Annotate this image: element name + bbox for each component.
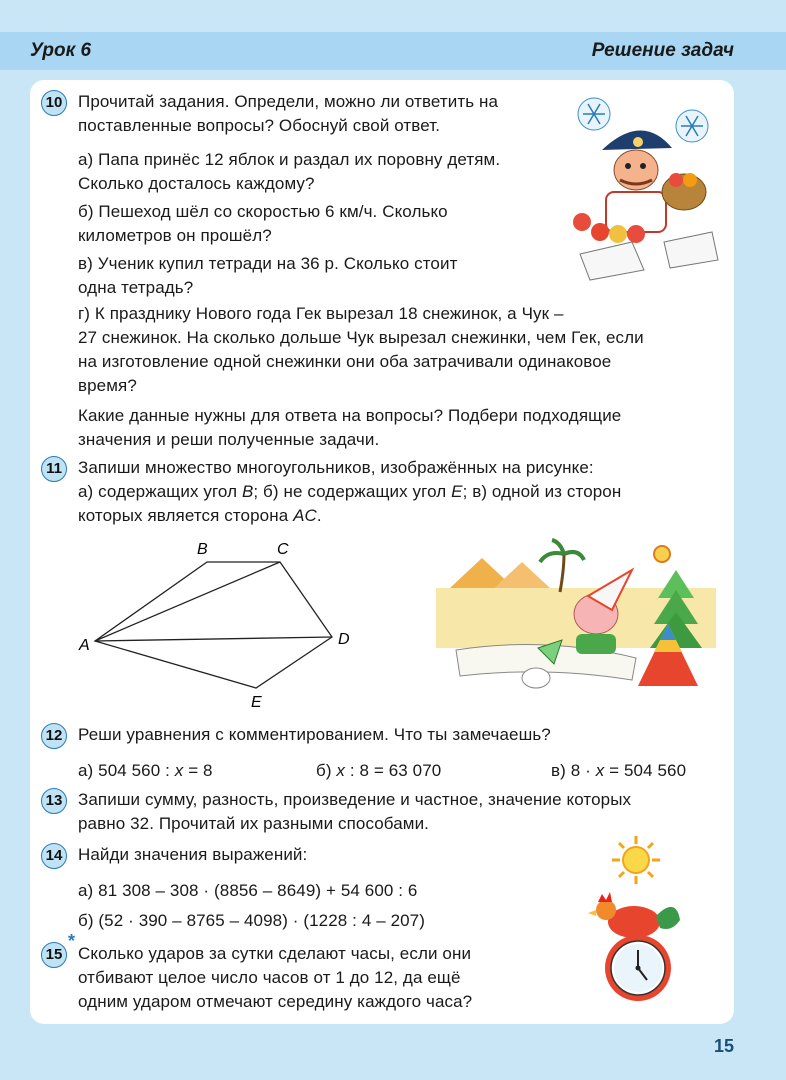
task-10-intro-1: Прочитай задания. Определи, можно ли ответить на [78, 92, 499, 111]
point-b-label: B [197, 541, 208, 558]
task-10-question-1: Какие данные нужны для ответа на вопросы? Подбери подходящие [78, 406, 622, 425]
boy-drawing-illustration [436, 540, 726, 700]
task-15-number: 15 [41, 942, 67, 968]
task-12-text: Реши уравнения с комментированием. Что ты замечаешь? [78, 725, 551, 744]
task-15-line-3: одним ударом отмечают середину каждого часа? [78, 992, 473, 1011]
task-14-number: 14 [41, 843, 67, 869]
lesson-topic: Решение задач [591, 40, 734, 61]
point-a-label: A [79, 637, 90, 654]
task-13-line-1: Запиши сумму, разность, произведение и частное, значение которых [78, 790, 632, 809]
lesson-title: Урок 6 [30, 40, 92, 61]
clock-icon [605, 935, 671, 1001]
equation-c: в) 8 · x = 504 560 [551, 761, 687, 780]
task-11-number: 11 [41, 456, 67, 482]
task-13-line-2: равно 32. Прочитай их разными способами. [78, 814, 429, 833]
task-10-a-2: Сколько досталось каждому? [78, 174, 315, 193]
expression-b: б) (52 · 390 – 8765 – 4098) · (1228 : 4 – 207) [78, 911, 425, 930]
rooster-clock-illustration [576, 836, 706, 1016]
task-12-number: 12 [41, 723, 67, 749]
task-10-d-4: время? [78, 376, 137, 395]
task-11-line-1: Запиши множество многоугольников, изображённых на рисунке: [78, 458, 594, 477]
task-10-intro-2: поставленные вопросы? Обоснуй свой ответ. [78, 116, 441, 135]
point-e-label: E [251, 694, 262, 711]
page-number: 15 [713, 1036, 734, 1056]
point-d-label: D [338, 631, 350, 648]
task-11-line-3: которых является сторона AC. [78, 506, 322, 525]
point-c-label: C [277, 541, 289, 558]
task-15-line-2: отбивают целое число часов от 1 до 12, да ещё [78, 968, 461, 987]
task-14-text: Найди значения выражений: [78, 845, 308, 864]
expression-a: а) 81 308 – 308 · (8856 – 8649) + 54 600 : 6 [78, 881, 418, 900]
task-10-b-1: б) Пешеход шёл со скоростью 6 км/ч. Сколько [78, 202, 448, 221]
task-11-line-2: а) содержащих угол B; б) не содержащих угол E; в) одной из сторон [78, 482, 622, 501]
task-10-d-3: на изготовление одной снежинки они оба затрачивали одинаковое [78, 352, 612, 371]
rooster-icon [588, 892, 680, 938]
task-10-d-2: 27 снежинок. На сколько дольше Чук вырезал снежинки, чем Гек, если [78, 328, 644, 347]
task-10-question-2: значения и реши полученные задачи. [78, 430, 380, 449]
task-10-d-1: г) К празднику Нового года Гек вырезал 18 снежинок, а Чук – [78, 304, 564, 323]
task-13-number: 13 [41, 788, 67, 814]
task-10-number: 10 [41, 90, 67, 116]
equation-a: а) 504 560 : x = 8 [78, 761, 213, 780]
task-10-a-1: а) Папа принёс 12 яблок и раздал их поровну детям. [78, 150, 501, 169]
sun-icon [612, 836, 660, 884]
task-15-star: * [68, 931, 76, 951]
task-15-line-1: Сколько ударов за сутки сделают часы, если они [78, 944, 472, 963]
equation-b: б) x : 8 = 63 070 [316, 761, 442, 780]
task-10-c-1: в) Ученик купил тетради на 36 р. Сколько стоит [78, 254, 458, 273]
task-10-c-2: одна тетрадь? [78, 278, 194, 297]
task-10-b-2: километров он прошёл? [78, 226, 272, 245]
